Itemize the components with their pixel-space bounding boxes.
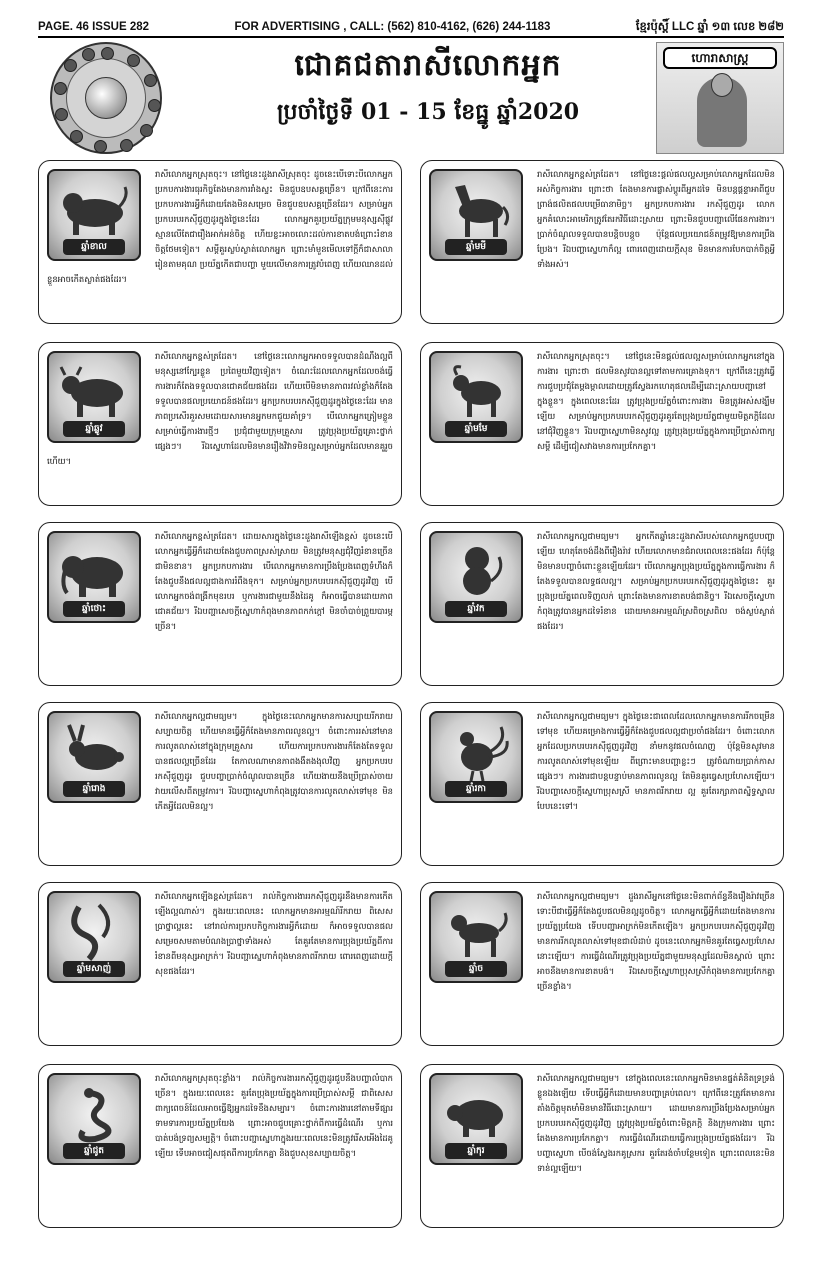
- publication-brand: ខ្មែរប៉ុស្ដិ៍ LLC ឆ្នាំ ១៣ លេខ ២៨២: [635, 20, 784, 33]
- year-label: ឆ្នាំជូត: [63, 1143, 125, 1159]
- horoscope-text: រាសីលោកអ្នកខ្ពស់ត្រដែត។ នៅថ្ងៃនេះផ្ដល់ផលល្អសម្រាប់លោកអ្នកដែលមិនអស់កិច្ចការងារ ព្រោះថា តែងមានការផ្លាស់ប្ដូរពីអ្នកដទៃ មិនបន្តផ្ដន្ទាអាពីជួប ព្រាង់ផលិតផលបម្រើធានាមិច្ឆ។ អ្នកប្រកបការងារ រកស៊ីជួញដូរ លោកអ្នកគំលោះអាមេរិកត្រូវតែរកវិធីដោះស្រាយ ព្រោះមិនជួបបញ្ហាលើផែនការងារ។ ប្រាក់ចំណូលទទួលបានបន្តិចបន្តួច ប៉ុន្តែផលប្រយោជន៍តម្រូវឱ្យមានការប្រឹងប្រែង។ រីឯបញ្ហាស្នេហាក៏ល្អ ពោរពេញដោយក្ដីសុខ មិនមានការបែកបាក់ចិត្តអ្វីទាំងអស់។: [537, 169, 775, 269]
- year-label: ឆ្នាំឆ្លូវ: [63, 421, 125, 437]
- horoscope-card-rat: [38, 1064, 402, 1228]
- year-label: ឆ្នាំថោះ: [63, 601, 125, 617]
- horoscope-text: រាសីលោកអ្នកល្អជាមធ្យម។ ក្នុងថ្ងៃនេះលោកអ្នកមានការសប្បាយរីករាយ សប្បាយចិត្ត ហើយមានធ្វើអ្វីក៏តែងមានភាពរលូនល្អ។ ចំពោះការរស់នៅមានការលូតលាស់នៅក្នុងក្រុមគ្រួសារ ហើយការប្រកបការងារក៏តែងតែទទួលបានផលល្អច្រើនដែរ តែកាលណាមានភាពងងឹតងងុលវិញ អ្នកប្រកបរបរកស៊ីជួញដូរ ជួបបញ្ហាប្រាក់ចំណូលបានច្រើន ហើយងាយនឹងប្រើប្រាស់ចាយវាយលើសពីតម្រូវការ។ រីឯបញ្ហាស្នេហាកំពុងត្រូវបានការលូតលាស់ទៅមុខ មិនកើតអ្វីដែលមិនល្អ។: [155, 711, 393, 811]
- year-label: ឆ្នាំមមែ: [445, 421, 507, 437]
- year-label: ឆ្នាំមសាញ់: [63, 961, 125, 977]
- horoscope-card-dog: [420, 882, 784, 1046]
- horoscope-text: រាសីលោកអ្នកស្រុតចុះ។ នៅថ្ងៃនេះមិនផ្ដល់ផលល្អសម្រាប់លោកអ្នកនៅក្នុងការងារ ព្រោះថា ផលមិនសូវបានល្អទៅតាមការគ្រោងទុក។ ក្រៅពីនេះត្រូវធ្វើការជួបប្រជុំតែម្ដងម្កាលដោយត្រូវស្វែងរកហេតុផលដើម្បីដោះស្រាយបញ្ហានៅក្នុងខ្លួន។ ក្នុងពេលនេះដែរ ត្រូវប្រុងប្រយ័ត្នចំពោះការងារ មិនត្រូវអស់សង្ឃឹមឡើយ សម្រាប់អ្នកប្រកបរបរកស៊ីជួញដូរគួរតែប្រុងប្រយ័ត្នជាមួយមិត្តភក្តិដែលនៅជុំវិញខ្លួន។ រីឯបញ្ហាស្នេហាមិនសូវល្អ ត្រូវប្រុងប្រយ័ត្នក្នុងការប្រើប្រាស់ពាក្យសម្ដី ដើម្បីជៀសវាងមានការប្រកែកគ្នា។: [537, 351, 775, 451]
- horoscope-text: រាសីលោកអ្នកល្អជាមធ្យម។ ដួងរាសីអ្នកនៅថ្ងៃនេះមិនពាក់ព័ន្ធនឹងរឿងរ៉ាវច្រើន ទោះបីជាធ្វើអ្វីក៏តែងជួបផលមិនល្អដូចចិត្ត។ លោកអ្នកធ្វើអ្វីក៏ដោយតែងមានការប្រយ័ត្នប្រយែង ទើបបញ្ហាអាក្រក់មិនកើតឡើង។ អ្នកប្រកបរបរកស៊ីជួញដូរវិញ មានការរីកលូតលាស់ទៅមុខជាលំដាប់ ដូចនេះលោកអ្នកមិនគួរតែធ្វេសប្រហែសនោះឡើយ។ ការធ្វើដំណើរត្រូវប្រុងប្រយ័ត្នជាមួយមនុស្សដែលមិនស្គាល់ ព្រោះអាចនឹងមានការខាតបង់។ រីឯសេចក្ដីស្នេហាប្រុសស្រីកំពុងមានការប្រកែកគ្នាច្រើនខ្លាំង។: [537, 891, 775, 991]
- top-bar: [38, 18, 784, 38]
- year-label: ឆ្នាំកុរ: [445, 1143, 507, 1159]
- horoscope-grid: [38, 160, 784, 1250]
- horoscope-text: រាសីលោកអ្នកស្រុតចុះ។ នៅថ្ងៃនេះដួងរាសីស្រុតចុះ ដូចនេះបើទោះបីលោកអ្នកប្រកបការងារធុរកិច្ចតែងមានការរាំងស្ទះ មិនជួបឧបសគ្គច្រើន។ ក្រៅពីនេះការប្រកបការងារអ្វីក៏ដោយតែងមិនសម្រេច មិនជួបឧបសគ្គច្រើនដែរ។ សម្រាប់អ្នកប្រកបរបរកស៊ីជួញដូរក្នុងថ្ងៃនេះដែរ លោកអ្នកគួរប្រយ័ត្នក្រុមមនុស្សស៊ីផ្លូវស្មានលើតែជារឿងអាក់អន់ចិត្ត ហើយខ្លះអាចលោះដល់ការខាតបង់ព្រោះរំខានចិត្តថែមទៀត។ សម្ដីគួរស្ងប់ស្ងាត់លោកអ្នក ព្រោះមាំមួនមើលទៅក្តីក៏ជាសាលារៀនតាមគុណ ប្រយ័ត្នកើតជាបញ្ហា មួយលើមានការត្រូវបំពេញ ហើយឈានដល់ខ្លួនអាចកើតស្ងាត់ផងដែរ។: [47, 169, 393, 284]
- page-header: [38, 42, 784, 160]
- year-label: ឆ្នាំវក: [445, 601, 507, 617]
- year-label: ឆ្នាំច: [445, 961, 507, 977]
- horoscope-text: រាសីលោកអ្នកខ្ពស់ត្រដែត។ នៅថ្ងៃនេះលោកអ្នកអាចទទួលបានដំណឹងល្អពីមនុស្សនៅក្បែរខ្លួន ប្រពៃមួយវិញទៀត។ ចំណេះដែលលោកអ្នកដែលចង់ធ្វើការងារក៏តែងទទួលបានជោគជ័យផងដែរ ហើយបើមិនមានភាពរវល់ខ្លាំងក៏តែងទទួលបានផលប្រយោជន៍ផងដែរ។ អ្នកប្រកបរបរកស៊ីជួញដូរក្នុងថ្ងៃនេះដែរ មានភាពប្រសើរគួរសមដោយសារមានអ្នកមកជួយគាំទ្រ។ បើលោកអ្នកត្រៀមខ្លួនសម្រាប់ធ្វើការងារថ្មីៗ ប្រជុំជាមួយក្រុមគ្រួសារ ត្រូវប្រុងប្រយ័ត្នគ្រោះថ្នាក់ផ្សេងៗ។ រីឯស្នេហាដែលមិនមានរឿងវិវាទមិនល្អសម្រាប់អ្នកដែលមានគូរួចហើយ។: [47, 351, 393, 466]
- year-label: ឆ្នាំរកា: [445, 781, 507, 797]
- horoscope-card-monkey: [420, 522, 784, 686]
- horoscope-card-dragon: [38, 702, 402, 866]
- horoscope-text: រាសីលោកអ្នកឡើងខ្ពស់ត្រដែត។ រាល់កិច្ចការងាររកស៊ីជួញដូរនឹងមានការកើតឡើងល្អណាស់។ ក្នុងរយៈពេលនេះ លោកអ្នកមានអារម្មណ៍រីករាយ ពិសេសប្រាថ្នាល្អនេះ នៅរាល់ការប្រកបកិច្ចការងារអ្វីក៏ដោយ ក៏អាចទទួលបានផលសម្រេចសមតាមបំណងប្រាថ្នាទាំងអស់ តែគួរតែមានការប្រុងប្រយ័ត្នពីការរំខានពីមនុស្សអាក្រក់។ រីឯបញ្ហាស្នេហាកំពុងមានភាពរីករាយ ពោរពេញដោយក្ដីសុខផងដែរ។: [155, 891, 393, 976]
- astrologer-illustration: [656, 42, 784, 154]
- horoscope-card-tiger: [38, 160, 402, 324]
- page-title: ជោគជតារាសីលោកអ្នក: [294, 48, 562, 83]
- horoscope-card-pig: [420, 1064, 784, 1228]
- horoscope-text: រាសីលោកអ្នកល្អជាមធ្យម។ នៅក្នុងពេលនេះលោកអ្នកមិនមានផ្នត់គំនិតទ្រទ្រង់ខ្លួនឯងឡើយ ទើបធ្វើអ្វីក៏ដោយមានបញ្ហាគ្រប់ពេល។ ក្រៅពីនេះត្រូវតែមានការតាំងចិត្តមុតមាំមិនមានវិធីដោះស្រាយ។ ដោយមានការប្រឹងប្រែងសម្រាប់អ្នកប្រកបរបរកស៊ីជួញដូរវិញ ត្រូវប្រុងប្រយ័ត្នចំពោះមិត្តភក្តិ និងក្រុមការងារ ព្រោះតែងមានការប្រកែកគ្នា។ ការធ្វើដំណើរដោយធ្វើការប្រុងប្រយ័ត្នផងដែរ។ រីឯបញ្ហាស្នេហា បើចង់ស្វែងរកគូស្រករ គួរតែរង់ចាំបន្ថែមទៀត ព្រោះពេលនេះមិនទាន់ល្អឡើយ។: [537, 1073, 775, 1173]
- horoscope-text: រាសីលោកអ្នកស្រុតចុះខ្លាំង។ រាល់កិច្ចការងាររកស៊ីជួញដូរជួបនឹងបញ្ហាលំបាកច្រើន។ ក្នុងរយៈពេលនេះ គួរតែប្រុងប្រយ័ត្នក្នុងការប្រើប្រាស់សម្ដី ជាពិសេសពាក្យពេចន៍ដែលអាចធ្វើឱ្យអ្នកដទៃខឹងសម្បារ។ ចំពោះការងារនៅតាមទីផ្សារ ទាមទារការប្រយ័ត្នប្រយែង ព្រោះអាចជួបគ្រោះថ្នាក់ពីការធ្វើដំណើរ ឬការបាត់បង់ទ្រព្យសម្បត្តិ។ ចំពោះបញ្ហាស្នេហាក្នុងរយៈពេលនេះមិនត្រូវរើសអើងដៃគូឡើយ ទើបអាចជៀសផុតពីការប្រកែកគ្នា និងជួបសុខសប្បាយចិត្ត។: [155, 1073, 393, 1158]
- advertising-contact: FOR ADVERTISING , CALL: (562) 810-4162, (626) 244-1183: [234, 21, 551, 33]
- horoscope-card-horse: [420, 160, 784, 324]
- year-label: ឆ្នាំមមី: [445, 239, 507, 255]
- page-issue: PAGE. 46 ISSUE 282: [38, 21, 150, 33]
- year-label: ឆ្នាំខាល: [63, 239, 125, 255]
- astrology-label: ហោរាសាស្ត្រ: [663, 47, 777, 69]
- horoscope-text: រាសីលោកអ្នកខ្ពស់ត្រដែត។ ដោយសារក្នុងថ្ងៃនេះដួងរាសីឡើងខ្ពស់ ដូចនេះបើលោកអ្នកធ្វើអ្វីក៏ដោយតែងជួបភាពស្រស់ស្រាយ មិនត្រូវមនុស្សជុំវិញរំខានច្រើនជាមិនខាន។ អ្នកប្រកបការងារ បើលោកអ្នកមានការប្រឹងប្រែងពេញទំហឹងក៏តែងជួបនឹងផលល្អជាងការរំពឹងទុក។ សម្រាប់អ្នកប្រកបរបរកស៊ីជួញដូរវិញ បើលោកអ្នកចង់ពង្រីកមុខរបរ ឬការងារជាមួយនឹងដៃគូ ក៏អាចធ្វើបានដោយភាពជោគជ័យ។ រីឯបញ្ហាសេចក្ដីស្នេហាកំពុងមានភាពកក់ក្ដៅ មិនចាំបាច់ព្រួយបារម្ភច្រើន។: [155, 531, 393, 631]
- horoscope-card-ox: [38, 342, 402, 506]
- horoscope-card-rabbit: [38, 522, 402, 686]
- horoscope-text: រាសីលោកអ្នកល្អជាមធ្យម។ អ្នកកើតឆ្នាំនេះដួងរាសីរបស់លោកអ្នកជួបបញ្ហាឡើយ ហេតុតែចង់ដឹងពីរឿងរ៉ាវ ហើយលោកមានជំរាលពេលនេះផងដែរ ក៏ប៉ុន្តែមិនមានបញ្ហាចំពោះខ្លួនឡើយដែរ។ បើលោកអ្នកប្រុងប្រយ័ត្នក្នុងការធ្វើការងារ ក៏តែងទទួលបានលទ្ធផលល្អ។ សម្រាប់អ្នកប្រកបរបរកស៊ីជួញដូរក្នុងថ្ងៃនេះ គួរប្រុងប្រយ័ត្នពេលទិញលក់ ព្រោះតែងមានការខាតបង់ជានិច្ច។ រីឯសេចក្ដីស្នេហាកំពុងត្រូវបានអ្នកដទៃរំខាន ដោយមានអារម្មណ៍ស្រពិចស្រពិល ចង់ស្ងប់ស្ងាត់ផងដែរ។: [537, 531, 775, 631]
- year-label: ឆ្នាំរោង: [63, 781, 125, 797]
- zodiac-wheel-icon: [50, 42, 162, 154]
- horoscope-text: រាសីលោកអ្នកល្អជាមធ្យម។ ក្នុងថ្ងៃនេះជាពេលដែលលោកអ្នកមានការរីកចម្រើនទៅមុខ ហើយគម្រោងការធ្វើអ្វីក៏តែងជួបផលល្អជាប្រចាំផងដែរ។ ចំពោះលោកអ្នកដែលប្រកបរបរកស៊ីជួញដូរវិញ នាំមកនូវផលចំណេញ ប៉ុន្តែមិនសូវមានការលូតលាស់ទៅមុខឡើយ ពីព្រោះមានបញ្ហាខ្លះៗ ត្រូវចំណាយប្រាក់កាសផ្សេងៗ។ ការងារជាបន្តបន្ទាប់មានភាពរលូនល្អ តែមិនគួរធ្វេសប្រហែសឡើយ។ រីឯបញ្ហាសេចក្ដីស្នេហាប្រុសស្រី មានភាពរីករាយ ល្អ គួរតែរក្សាភាពស្និទ្ធស្នាលបែបនេះទៅ។: [537, 711, 775, 811]
- page-subtitle: ប្រចាំថ្ងៃទី 01 - 15 ខែធ្នូ ឆ្នាំ2020: [276, 99, 580, 125]
- horoscope-card-goat: [420, 342, 784, 506]
- horoscope-card-snake-year: [38, 882, 402, 1046]
- horoscope-card-rooster: [420, 702, 784, 866]
